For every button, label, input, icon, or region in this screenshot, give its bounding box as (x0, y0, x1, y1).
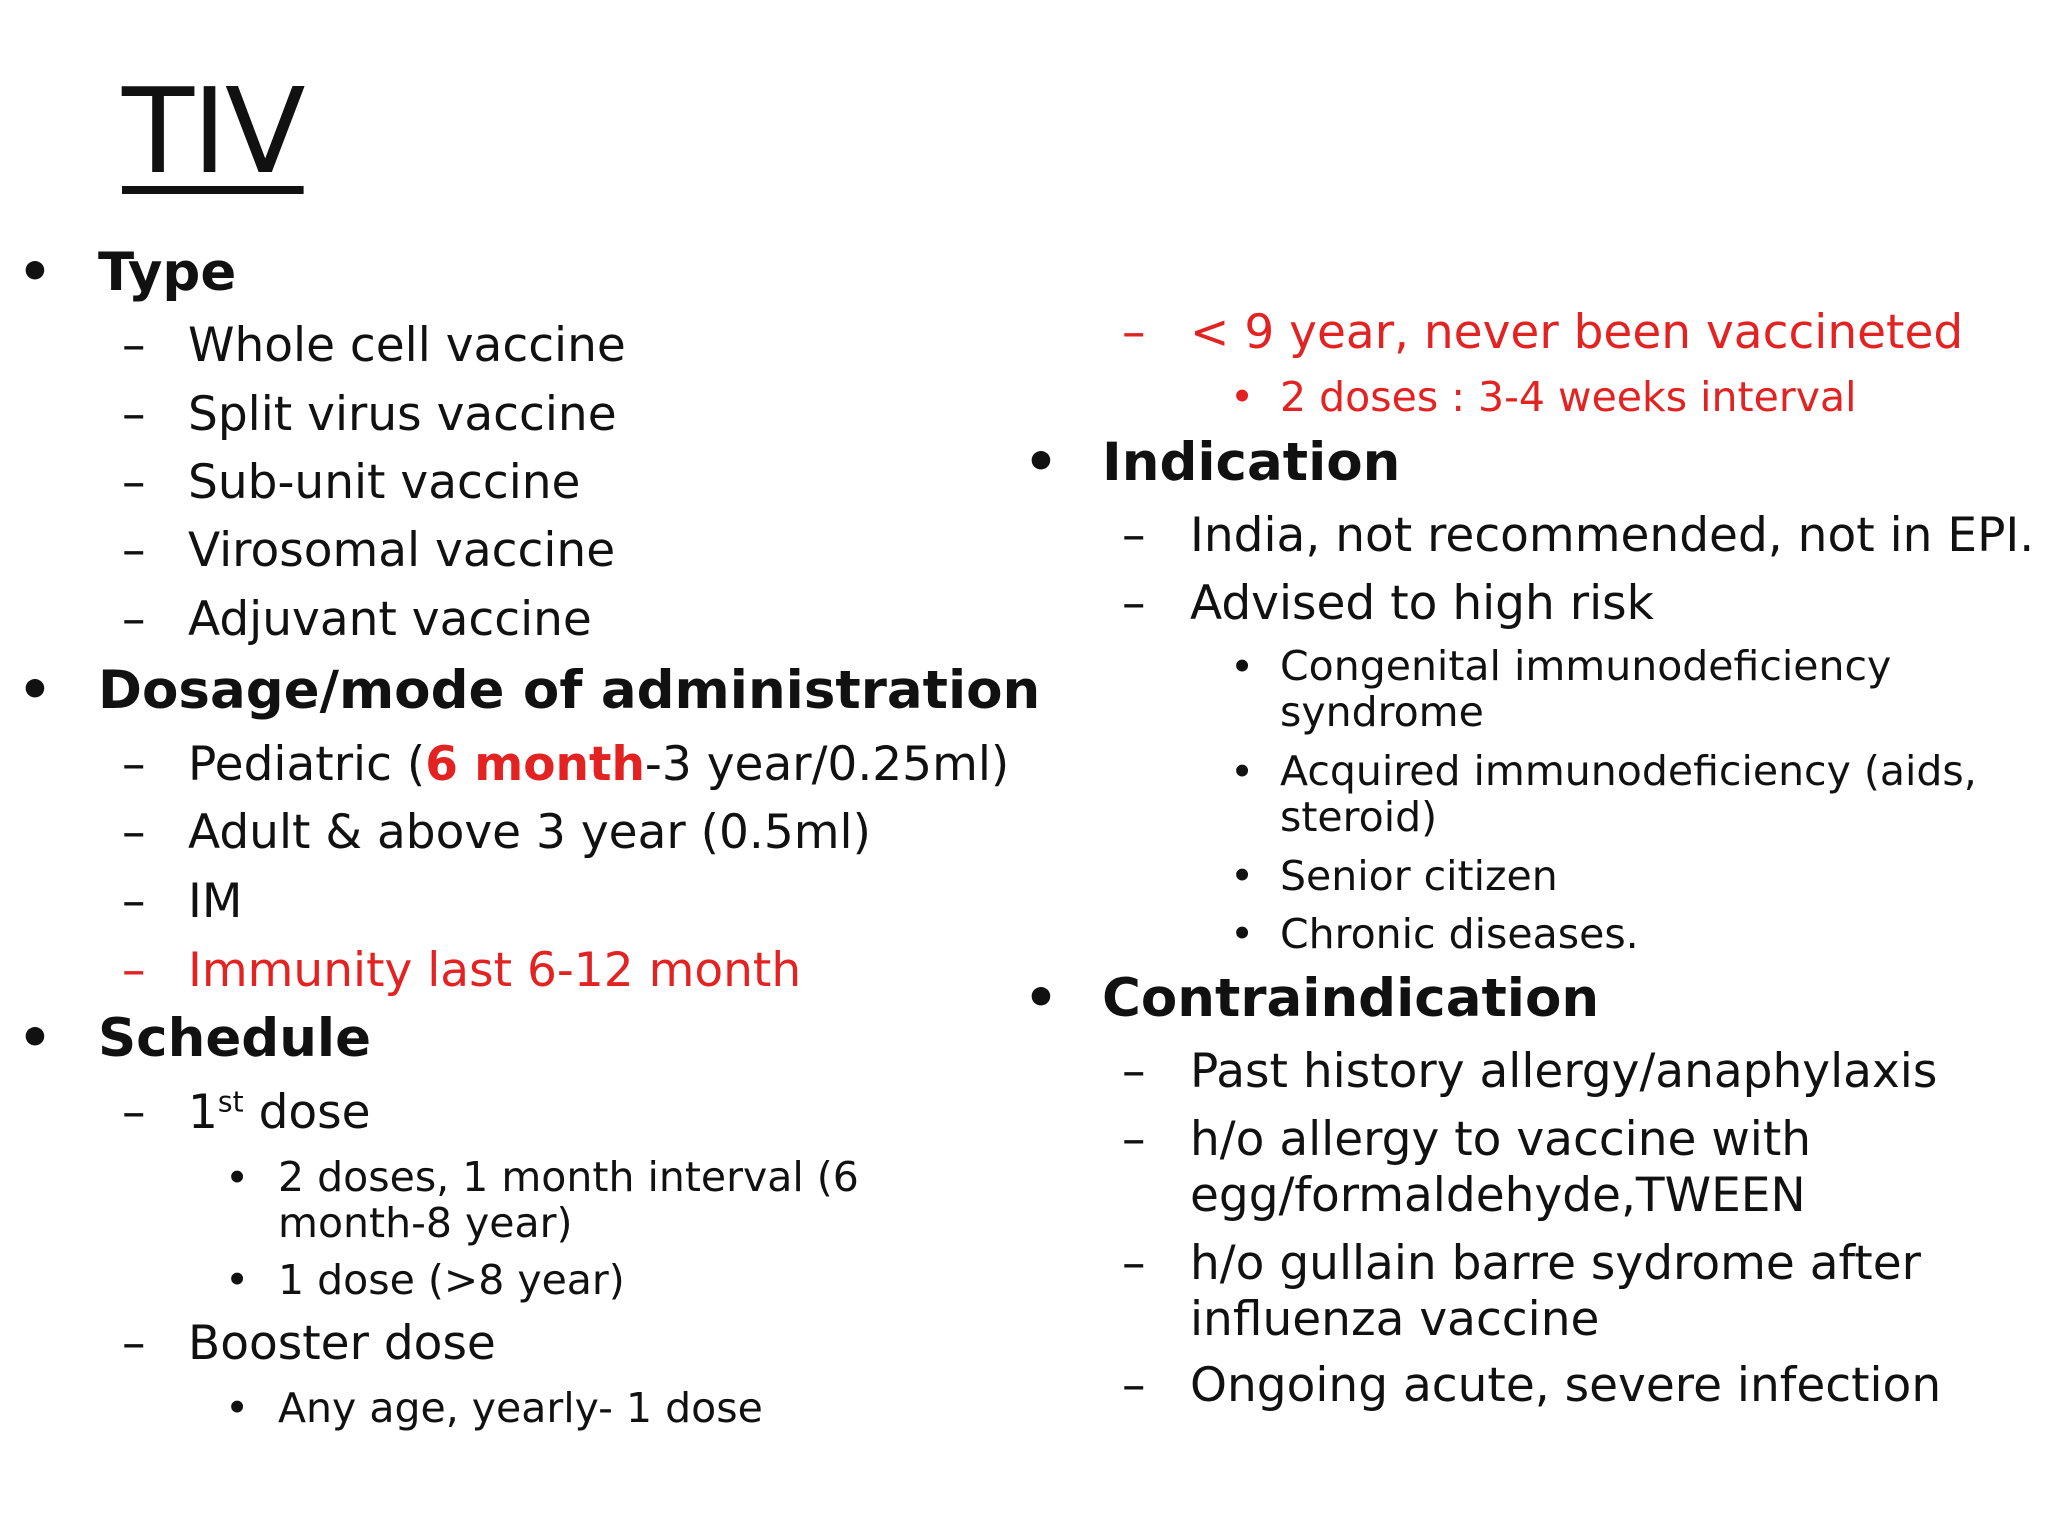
first-dose-detail: 2 doses, 1 month interval (6 month-8 year) (278, 1153, 859, 1247)
booster-detail: Any age, yearly- 1 dose (278, 1384, 763, 1432)
bullet-icon: • (225, 1256, 250, 1304)
dash-icon: – (1122, 508, 1146, 563)
dash-icon: – (1122, 1358, 1146, 1413)
bullet-icon: • (18, 242, 52, 303)
contraindication-item: h/o allergy to vaccine with egg/formaldehyde,TWEEN (1190, 1112, 1812, 1223)
slide-title: TIV (122, 62, 304, 200)
bullet-icon: • (18, 660, 52, 721)
bullet-icon: • (1230, 910, 1255, 958)
bullet-icon: • (1024, 968, 1058, 1029)
immunity-duration: Immunity last 6-12 month (188, 943, 802, 998)
list-item: Whole cell vaccine (188, 318, 626, 373)
pediatric-age-highlight: 6 month (425, 737, 645, 792)
dash-icon: – (1122, 1044, 1146, 1099)
adult-dose: Adult & above 3 year (0.5ml) (188, 805, 871, 860)
type-heading: Type (98, 242, 237, 303)
pediatric-dose: Pediatric (6 month-3 year/0.25ml) (188, 737, 1010, 792)
booster-dose: Booster dose (188, 1316, 496, 1371)
dash-icon: – (1122, 576, 1146, 631)
dash-icon: – (1122, 1112, 1146, 1167)
advised-note: Advised to high risk (1190, 576, 1654, 631)
dash-icon: – (122, 455, 146, 510)
dash-icon: – (122, 1316, 146, 1371)
bullet-icon: • (18, 1008, 52, 1069)
list-item: Sub-unit vaccine (188, 455, 581, 510)
dash-icon: – (122, 523, 146, 578)
list-item: Virosomal vaccine (188, 523, 616, 578)
dash-icon: – (1122, 305, 1146, 360)
bullet-icon: • (1230, 748, 1255, 796)
dash-icon: – (122, 943, 146, 998)
under-nine-detail: 2 doses : 3-4 weeks interval (1280, 373, 1857, 421)
dash-icon: – (122, 318, 146, 373)
contraindication-item: Past history allergy/anaphylaxis (1190, 1044, 1938, 1099)
dash-icon: – (122, 1085, 146, 1140)
bullet-icon: • (1230, 373, 1255, 421)
bullet-icon: • (1230, 852, 1255, 900)
dash-icon: – (1122, 1236, 1146, 1291)
risk-group: Chronic diseases. (1280, 910, 1639, 958)
bullet-icon: • (1024, 432, 1058, 493)
route: IM (188, 874, 243, 929)
dash-icon: – (122, 874, 146, 929)
first-dose: 1st dose (188, 1085, 371, 1140)
dash-icon: – (122, 592, 146, 647)
bullet-icon: • (1230, 643, 1255, 691)
risk-group: Senior citizen (1280, 852, 1558, 900)
dosage-heading: Dosage/mode of administration (98, 660, 1041, 721)
list-item: Split virus vaccine (188, 387, 617, 442)
dash-icon: – (122, 805, 146, 860)
dash-icon: – (122, 387, 146, 442)
bullet-icon: • (225, 1154, 250, 1202)
bullet-icon: • (225, 1384, 250, 1432)
risk-group: Congenital immunodeficiency syndrome (1280, 642, 1892, 736)
risk-group: Acquired immunodeficiency (aids, steroid) (1280, 747, 1977, 841)
india-note: India, not recommended, not in EPI. (1190, 508, 2035, 563)
list-item: Adjuvant vaccine (188, 592, 592, 647)
indication-heading: Indication (1102, 432, 1401, 493)
dash-icon: – (122, 737, 146, 792)
schedule-heading: Schedule (98, 1008, 372, 1069)
under-nine-schedule: < 9 year, never been vaccineted (1190, 305, 1964, 360)
contraindication-heading: Contraindication (1102, 968, 1600, 1029)
first-dose-detail: 1 dose (>8 year) (278, 1256, 625, 1304)
contraindication-item: Ongoing acute, severe infection (1190, 1358, 1942, 1413)
contraindication-item: h/o gullain barre sydrome after influenza vaccine (1190, 1236, 1921, 1347)
